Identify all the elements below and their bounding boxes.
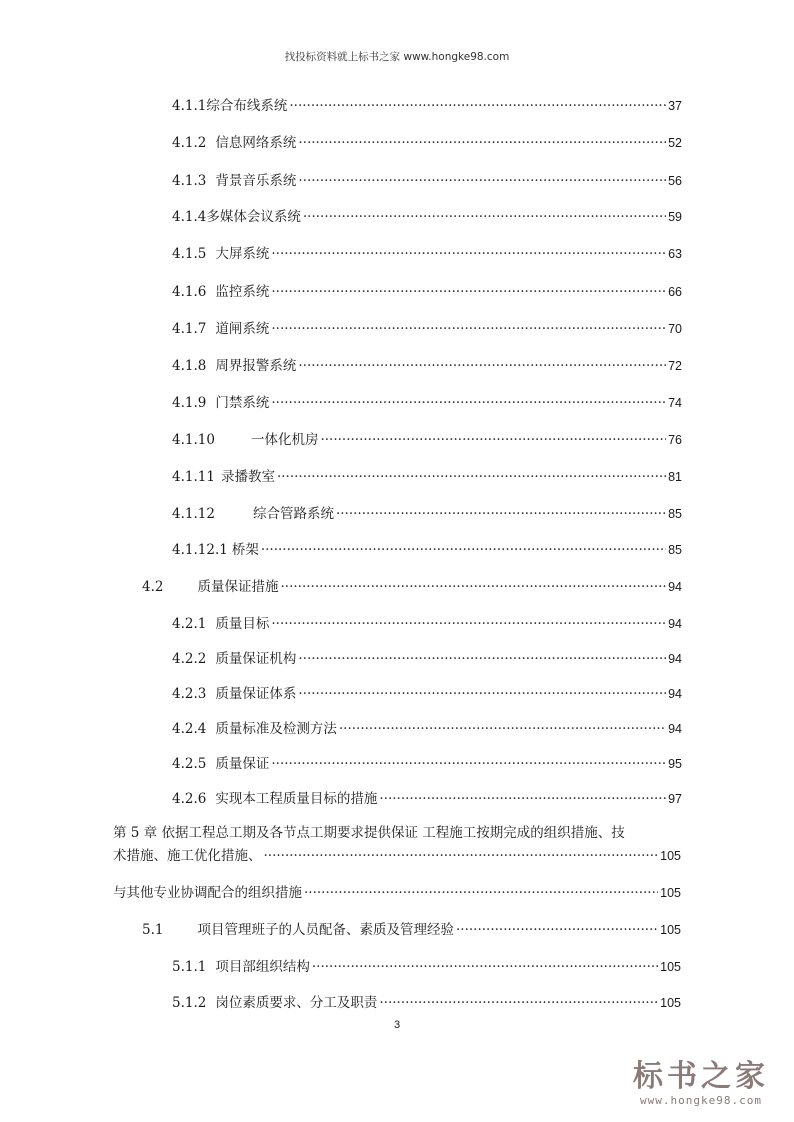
toc-title: 录播教室 (220, 469, 275, 485)
toc-number: 4.1.1 (172, 98, 207, 114)
toc-leader-dots (456, 921, 658, 939)
toc-title: 质量保证 (215, 756, 270, 772)
toc-title: 与其他专业协调配合的组织措施 (113, 885, 302, 901)
toc-page: 85 (668, 543, 682, 557)
toc-entry-5-1-2[interactable] (172, 994, 681, 1012)
toc-leader-dots (298, 357, 666, 375)
toc-number: 4.1.7 (172, 321, 207, 337)
toc-entry-4-2-1[interactable] (172, 615, 682, 633)
toc-number: 5.1.1 (172, 959, 207, 975)
toc-leader-dots (379, 790, 666, 808)
toc-entry-4-1-9[interactable] (172, 394, 682, 412)
toc-entry-4-2[interactable] (142, 578, 682, 596)
toc-number: 4.2.4 (172, 721, 207, 737)
toc-entry-5-1[interactable] (142, 921, 681, 939)
toc-page: 105 (660, 923, 681, 937)
toc-page: 74 (668, 396, 682, 410)
toc-leader-dots (298, 685, 666, 703)
toc-title: 质量保证机构 (215, 651, 297, 667)
toc-leader-dots (289, 97, 666, 115)
toc-title: 质量保证措施 (197, 579, 279, 595)
toc-number: 5.1 (142, 922, 164, 938)
toc-number: 4.1.5 (172, 246, 207, 262)
toc-page: 94 (668, 652, 682, 666)
toc-entry-4-2-6[interactable] (172, 790, 682, 808)
toc-title: 信息网络系统 (215, 135, 297, 151)
toc-leader-dots (304, 884, 658, 902)
toc-number: 4.2.1 (172, 616, 207, 632)
toc-entry-4-2-2[interactable] (172, 650, 682, 668)
toc-page: 94 (668, 722, 682, 736)
toc-entry-4-1-4[interactable] (172, 208, 682, 226)
toc-leader-dots (271, 615, 666, 633)
toc-page: 94 (668, 580, 682, 594)
watermark-url: www.hongke98.com (640, 1094, 762, 1107)
toc-page: 105 (660, 849, 681, 863)
toc-title: 质量保证体系 (215, 686, 297, 702)
toc-title: 岗位素质要求、分工及职责 (215, 995, 378, 1011)
toc-page: 85 (668, 507, 682, 521)
toc-number: 4.1.12 (172, 506, 215, 522)
toc-entry-4-1-1[interactable] (172, 97, 682, 115)
toc-entry-4-1-6[interactable] (172, 283, 682, 301)
toc-title: 综合布线系统 (206, 98, 288, 114)
toc-number: 4.2.5 (172, 756, 207, 772)
toc-entry-4-2-5[interactable] (172, 755, 682, 773)
toc-page: 70 (668, 322, 682, 336)
toc-page: 66 (668, 285, 682, 299)
toc-page: 59 (668, 210, 682, 224)
toc-page: 72 (668, 359, 682, 373)
toc-number: 4.1.4 (172, 209, 207, 225)
toc-title: 实现本工程质量目标的措施 (215, 791, 378, 807)
toc-leader-dots (379, 994, 658, 1012)
toc-title: 项目管理班子的人员配备、素质及管理经验 (197, 922, 454, 938)
toc-leader-dots (298, 650, 666, 668)
toc-title: 桥架 (231, 542, 259, 558)
toc-number: 4.1.2 (172, 135, 207, 151)
toc-leader-dots (312, 958, 658, 976)
toc-leader-dots (271, 755, 666, 773)
toc-page: 94 (668, 617, 682, 631)
toc-leader-dots (271, 245, 666, 263)
toc-title: 监控系统 (215, 284, 270, 300)
toc-page: 37 (668, 99, 682, 113)
toc-entry-4-1-7[interactable] (172, 320, 682, 338)
toc-number: 4.1.12.1 (172, 542, 228, 558)
toc-entry-4-1-10[interactable] (172, 431, 682, 449)
toc-page: 76 (668, 433, 682, 447)
toc-title: 质量标准及检测方法 (215, 721, 337, 737)
toc-leader-dots (336, 505, 666, 523)
toc-page: 97 (668, 792, 682, 806)
toc-page: 105 (660, 996, 681, 1010)
watermark-logo (626, 1060, 776, 1107)
page-number: 3 (393, 1019, 401, 1031)
toc-number: 4.2 (142, 579, 164, 595)
toc-title: 周界报警系统 (215, 358, 297, 374)
toc-title: 背景音乐系统 (215, 173, 297, 189)
toc-number: 5.1.2 (172, 995, 207, 1011)
toc-title: 质量目标 (215, 616, 270, 632)
toc-leader-dots (277, 468, 666, 486)
toc-leader-dots (280, 578, 666, 596)
toc-chapter-5-line2[interactable] (113, 847, 681, 865)
toc-title: 大屏系统 (215, 246, 270, 262)
toc-leader-dots (271, 283, 666, 301)
toc-leader-dots (271, 394, 666, 412)
toc-title: 多媒体会议系统 (206, 209, 301, 225)
toc-title: 一体化机房 (250, 432, 319, 448)
toc-number: 4.1.10 (172, 432, 215, 448)
toc-number: 4.1.11 (172, 469, 215, 485)
page-header: 找投标资料就上标书之家 www.hongke98.com (284, 51, 510, 63)
toc-leader-dots (339, 720, 666, 738)
toc-page: 105 (660, 886, 681, 900)
toc-number: 4.2.6 (172, 791, 207, 807)
toc-title: 门禁系统 (215, 395, 270, 411)
toc-page: 81 (668, 470, 682, 484)
toc-number: 4.1.8 (172, 358, 207, 374)
watermark-title: 标书之家 (633, 1059, 769, 1094)
toc-entry-4-2-3[interactable] (172, 685, 682, 703)
toc-entry-4-1-2[interactable] (172, 134, 682, 152)
toc-title: 术措施、施工优化措施、 (113, 848, 262, 864)
toc-page: 105 (660, 960, 681, 974)
toc-entry-4-1-5[interactable] (172, 245, 682, 263)
toc-leader-dots (261, 541, 666, 559)
toc-page: 95 (668, 757, 682, 771)
toc-entry-4-1-12[interactable] (172, 505, 682, 523)
toc-title: 综合管路系统 (252, 506, 334, 522)
toc-entry-4-2-4[interactable] (172, 720, 682, 738)
toc-leader-dots (264, 847, 659, 865)
toc-leader-dots (298, 172, 666, 190)
toc-title: 项目部组织结构 (215, 959, 310, 975)
toc-number: 4.2.3 (172, 686, 207, 702)
toc-entry-coordination[interactable] (113, 884, 681, 902)
toc-page: 52 (668, 136, 682, 150)
toc-entry-4-1-11[interactable] (172, 468, 682, 486)
toc-page: 63 (668, 247, 682, 261)
toc-number: 4.1.3 (172, 173, 207, 189)
toc-entry-5-1-1[interactable] (172, 958, 681, 976)
toc-leader-dots (298, 134, 666, 152)
toc-page: 94 (668, 687, 682, 701)
toc-entry-4-1-12-1[interactable] (172, 541, 682, 559)
toc-number: 4.2.2 (172, 651, 207, 667)
toc-leader-dots (303, 208, 666, 226)
toc-chapter-5-line1[interactable]: 第 5 章 依据工程总工期及各节点工期要求提供保证 工程施工按期完成的组织措施、技 (113, 825, 625, 841)
toc-entry-4-1-3[interactable] (172, 172, 682, 190)
toc-page: 56 (668, 174, 682, 188)
toc-leader-dots (320, 431, 666, 449)
toc-number: 4.1.9 (172, 395, 207, 411)
toc-title: 道闸系统 (215, 321, 270, 337)
toc-leader-dots (271, 320, 666, 338)
toc-entry-4-1-8[interactable] (172, 357, 682, 375)
toc-number: 4.1.6 (172, 284, 207, 300)
